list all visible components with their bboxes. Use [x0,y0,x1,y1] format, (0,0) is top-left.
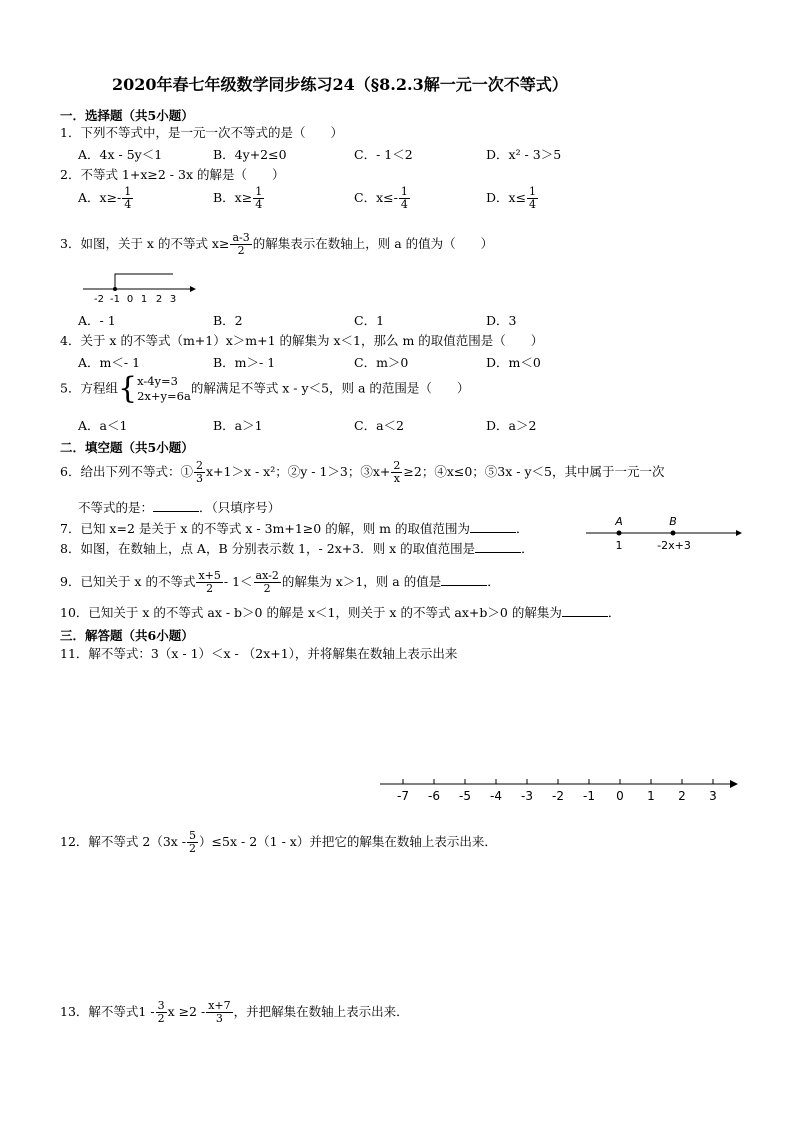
tick-label: -1 [110,294,120,305]
point-a [617,531,622,536]
question-stem: 下列不等式中，是一元一次不等式的是（ ） [80,125,343,140]
tick-label: 3 [169,294,177,305]
question-10: 10．已知关于 x 的不等式 ax - b＞0 的解是 x＜1，则关于 x 的不等式 ax+b＞0 的解集为 ． [60,605,621,620]
fraction: $\frac{ax-2}{2}$ [255,569,279,595]
axis-tick-labels [397,789,717,803]
fraction: $\frac{2}{3}$ [195,459,203,485]
question-number: 2． [60,167,81,182]
page-title: 2020年春七年级数学同步练习24（§8.2.3解一元一次不等式） [112,75,568,94]
question-9: 9．已知关于 x 的不等式 $\frac{x+5}{2}$ - 1＜ $\frac{ax-2}{2}$ 的解集为 x＞1，则 a 的值是 ． [60,569,500,595]
tick-label: 2 [678,789,686,803]
tick-label: -4 [490,789,502,803]
question-number: 8． [60,541,81,556]
q11-number-line [380,776,740,806]
question-3 [60,232,493,257]
q2-option-a [78,186,134,211]
label-b: B [669,515,677,528]
question-stem-tail: ≥2；④x≤0；⑤3x - y＜5，其中属于一元一次 [403,464,665,479]
label-a: A [615,515,623,528]
tick-label: 2 [155,294,163,305]
q3-option-c: C．1 [354,313,385,328]
question-stem: 如图，关于 x 的不等式 x≥ [80,236,230,251]
question-stem: 给出下列不等式：① [80,464,193,479]
fraction: $\frac{5}{2}$ [189,829,197,855]
question-stem: 解不等式 2（3x - [88,834,187,849]
tick-label: 1 [647,789,655,803]
question-number: 11． [60,646,89,661]
section-heading-fill: 二．填空题（共5小题） [60,440,194,455]
axis-arrow [190,286,196,292]
question-stem: 解不等式：3（x - 1）＜x - （2x+1），并将解集在数轴上表示出来 [88,646,458,661]
q3-option-a: A．- 1 [78,313,116,328]
question-stem: 方程组 [80,380,118,396]
tick-label: -2 [94,294,104,305]
option-label: C．x≤- [354,190,398,205]
q4-option-c: C．m＞0 [354,355,409,370]
question-stem: 关于 x 的不等式（m+1）x＞m+1 的解集为 x＜1，那么 m 的取值范围是（ ） [80,333,544,348]
q5-option-a: A．a＜1 [78,418,128,433]
question-11 [60,646,457,662]
option-label: D．x≤ [486,190,527,205]
question-stem-tail: 的解集为 x＞1，则 a 的值是 [281,574,442,589]
option-label: B．x≥ [213,190,253,205]
question-number: 9． [60,574,81,589]
question-13 [60,1000,409,1025]
tick-label: 0 [616,789,624,803]
question-stem: 解不等式1 - [88,1004,155,1019]
point-b [671,531,676,536]
question-2 [60,167,284,183]
tick-label: -6 [428,789,440,803]
q2-option-d [486,186,539,211]
q5-option-d: D．a＞2 [486,418,537,433]
fraction: $\frac{a-3}{2}$ [232,231,250,257]
fraction: $\frac{1}{4}$ [255,185,263,211]
fraction: $\frac{1}{4}$ [400,185,408,211]
question-number: 7． [60,521,81,536]
question-stem: 已知 x=2 是关于 x 的不等式 x - 3m+1≥0 的解，则 m 的取值范围为 [80,521,470,536]
question-stem-tail: ，并把解集在数轴上表示出来． [233,1004,409,1019]
question-stem: 如图，在数轴上，点 A，B 分别表示数 1，- 2x+3．则 x 的取值范围是 [80,541,476,556]
fraction: $\frac{3}{2}$ [157,999,165,1025]
axis-arrow [730,780,738,788]
q1-option-b: B．4y+2≤0 [213,147,287,162]
axis-ticks [403,779,713,784]
answer-blank[interactable] [475,541,521,553]
question-number: 13． [60,1004,89,1019]
tick-label: -3 [521,789,533,803]
question-stem-mid: x ≥2 - [167,1004,206,1019]
tick-label: -2 [552,789,564,803]
question-number: 4． [60,333,81,348]
q4-option-b: B．m＞- 1 [213,355,276,370]
tick-label: -5 [459,789,471,803]
fraction: $\frac{x+7}{3}$ [208,999,231,1025]
question-7: 7．已知 x=2 是关于 x 的不等式 x - 3m+1≥0 的解，则 m 的取值范围为 ． [60,521,529,536]
question-number: 3． [60,236,81,251]
question-number: 12． [60,834,89,849]
tick-label: 0 [126,294,134,305]
tick-label: 1 [140,294,148,305]
question-stem-tail: 的解集表示在数轴上，则 a 的值为（ ） [252,236,494,251]
section-heading-solve: 三．解答题（共6小题） [60,628,194,643]
question-stem-mid: x+1＞x - x²；②y - 1＞3；③x+ [205,464,391,479]
equation-system [137,374,191,404]
question-12 [60,830,497,855]
question-6 [60,460,664,485]
fraction: $\frac{1}{4}$ [124,185,132,211]
tick-label: 3 [709,789,717,803]
answer-blank[interactable] [562,605,608,617]
q8-number-line [586,512,742,554]
question-1 [60,125,343,141]
question-4 [60,333,543,349]
axis-tick-labels [94,294,176,305]
solution-ray [115,274,173,289]
question-number: 10． [60,605,89,620]
answer-blank[interactable] [153,500,199,512]
question-5 [60,371,470,406]
equation-2: 2x+y=6a [137,389,191,403]
answer-note: ．（只填序号） [199,500,281,515]
q6-answer-line [78,500,280,516]
answer-blank[interactable] [470,521,516,533]
q2-option-b [213,186,265,211]
q5-option-c: C．a＜2 [354,418,404,433]
q3-option-d: D．3 [486,313,517,328]
q2-option-c [354,186,411,211]
q1-option-d: D．x² - 3＞5 [486,147,562,162]
fraction: $\frac{1}{4}$ [529,185,537,211]
question-number: 6． [60,464,81,479]
answer-blank[interactable] [441,574,487,586]
section-heading-choice: 一．选择题（共5小题） [60,108,194,123]
question-stem: 已知关于 x 的不等式 [80,574,196,589]
brace: { [117,371,138,406]
question-number: 5． [60,380,81,396]
q3-number-line [80,270,200,306]
q5-option-b: B．a＞1 [213,418,263,433]
solution-endpoint [113,287,117,291]
tick-label: -1 [583,789,595,803]
q4-option-d: D．m＜0 [486,355,541,370]
value-a: 1 [615,539,623,552]
question-stem-tail: ）≤5x - 2（1 - x）并把它的解集在数轴上表示出来． [199,834,497,849]
fraction: $\frac{2}{x}$ [393,459,401,485]
q3-option-b: B．2 [213,313,243,328]
q1-option-a: A．4x - 5y＜1 [78,147,163,162]
fraction: $\frac{x+5}{2}$ [198,569,221,595]
option-label: A．x≥- [78,190,122,205]
q4-option-a: A．m＜- 1 [78,355,141,370]
answer-prompt: 不等式的是： [78,500,154,515]
value-b: -2x+3 [657,539,691,552]
question-stem: 不等式 1+x≥2 - 3x 的解是（ ） [80,167,285,182]
question-stem-mid: - 1＜ [223,574,253,589]
question-stem-tail: 的解满足不等式 x - y＜5，则 a 的范围是（ ） [190,380,470,396]
question-number: 1． [60,125,81,140]
question-8: 8．如图，在数轴上，点 A，B 分别表示数 1，- 2x+3．则 x 的取值范围是 ． [60,541,534,556]
question-stem: 已知关于 x 的不等式 ax - b＞0 的解是 x＜1，则关于 x 的不等式 ax+b＞0 的解集为 [88,605,562,620]
axis-arrow [736,530,742,536]
equation-1: x-4y=3 [137,374,178,388]
q1-option-c: C．- 1＜2 [354,147,413,162]
tick-label: -7 [397,789,409,803]
